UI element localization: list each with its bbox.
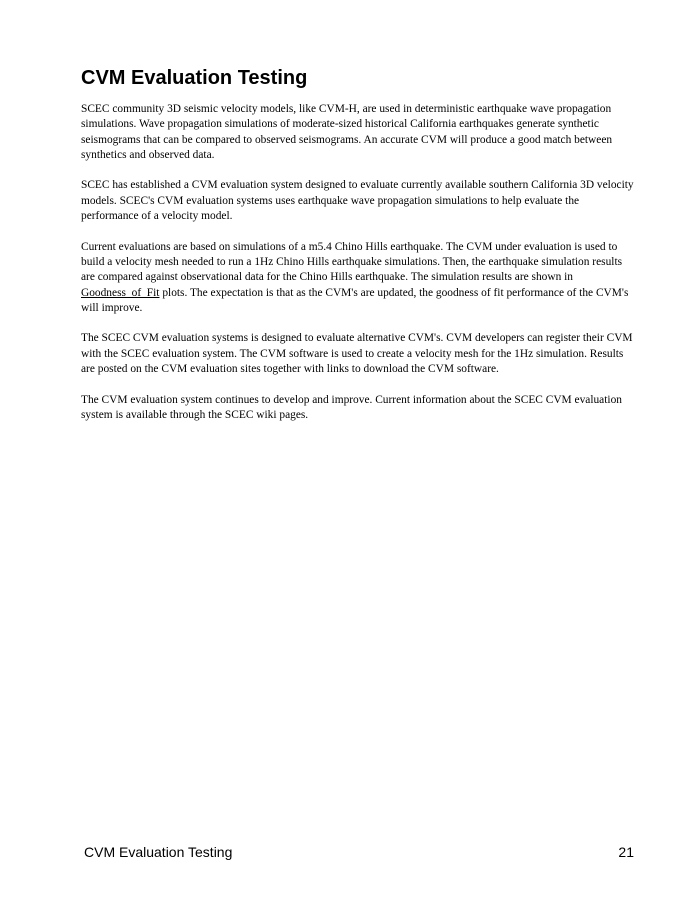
paragraph-development: The CVM evaluation system continues to develop and improve. Current information about the SCEC CVM evaluation system is available through the SCEC wiki pages. — [81, 393, 622, 421]
footer-title: CVM Evaluation Testing — [84, 844, 233, 860]
paragraph-current-evaluations-end: plots. The expectation is that as the CVM's are updated, the goodness of fit performance of the CVM's will improve. — [81, 286, 629, 314]
page-title: CVM Evaluation Testing — [81, 67, 308, 89]
paragraph-alternative-cvms: The SCEC CVM evaluation systems is designed to evaluate alternative CVM's. CVM developers can register their CVM with the SCEC evaluation system. The CVM software is used to create a velocity mesh for the 1Hz simulation. Results are posted on the CVM evaluation sites together with links to download the CVM software. — [81, 332, 633, 376]
document-body — [81, 102, 634, 439]
paragraph-current-evaluations — [81, 240, 634, 316]
paragraph-current-evaluations-start: Current evaluations are based on simulations of a m5.4 Chino Hills earthquake. The CVM under evaluation is used to build a velocity mesh needed to run a 1Hz Chino Hills earthquake simulations. Then, the earthquake simulation results are compared against observational data for the Chino Hills earthquake. The simulation results are shown in — [81, 240, 623, 284]
paragraph-intro: SCEC community 3D seismic velocity models, like CVM-H, are used in deterministic earthquake wave propagation simulations. Wave propagation simulations of moderate-sized historical California earthquakes generate synthetic seismograms that can be compared to observed seismograms. An accurate CVM will produce a good match between synthetics and observed data. — [81, 103, 613, 161]
goodness-of-fit-link[interactable]: Goodness_of_Fit — [81, 286, 160, 299]
paragraph-evaluation-system: SCEC has established a CVM evaluation system designed to evaluate currently available southern California 3D velocity models. SCEC's CVM evaluation systems uses earthquake wave propagation simulations to help evaluate the performance of a velocity model. — [81, 179, 634, 223]
page-number: 21 — [618, 844, 634, 860]
